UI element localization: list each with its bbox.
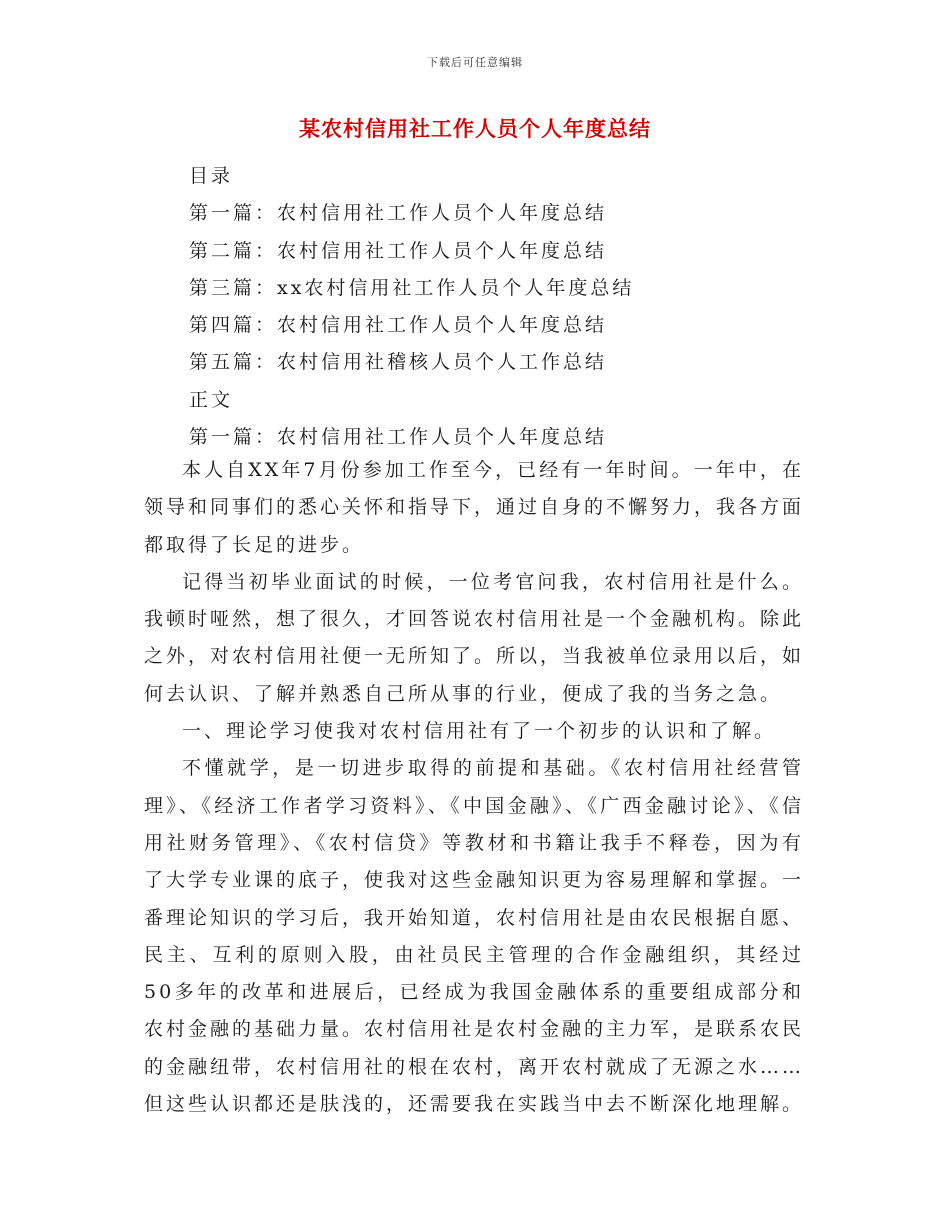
paragraph: 记得当初毕业面试的时候，一位考官问我，农村信用社是什么。我顿时哑然，想了很久，才回答说农村信用社是一个金融机构。除此之外，对农村信用社便一无所知了。所以，当我被单位录用以后，如何去认识、了解并熟悉自己所从事的行业，便成了我的当务之急。 [144,570,805,705]
toc-item: 第一篇：农村信用社工作人员个人年度总结 [189,202,608,225]
toc-item: 第二篇：农村信用社工作人员个人年度总结 [189,239,608,262]
header-note: 下载后可任意编辑 [427,56,523,69]
body-text [144,452,804,1123]
body-heading: 正文 [189,388,234,411]
document-title: 某农村信用社工作人员个人年度总结 [299,116,651,141]
toc-heading: 目录 [189,165,234,187]
toc-item: 第三篇：xx农村信用社工作人员个人年度总结 [189,276,635,299]
toc-item: 第五篇：农村信用社稽核人员个人工作总结 [189,351,608,374]
paragraph: 一、理论学习使我对农村信用社有了一个初步的认识和了解。 [182,720,777,743]
section-heading: 第一篇：农村信用社工作人员个人年度总结 [189,426,608,449]
toc-item: 第四篇：农村信用社工作人员个人年度总结 [189,314,608,337]
paragraph: 不懂就学，是一切进步取得的前提和基础。《农村信用社经营管理》、《经济工作者学习资料》、《中国金融》、《广西金融讨论》、《信用社财务管理》、《农村信贷》等教材和书籍让我手不释卷，因为有了大学专业课的底子，使我对这些金融知识更为容易理解和掌握。一番理论知识的学习后，我开始知道，农村信用社是由农民根据自愿、民主、互利的原则入股，由社员民主管理的合作金融组织，其经过50多年的改革和进展后，已经成为我国金融体系的重要组成部分和农村金融的基础力量。农村信用社是农村金融的主力军，是联系农民的金融纽带，农村信用社的根在农村，离开农村就成了无源之水……但这些认识都还是肤浅的，还需要我在实践当中去不断深化地理解。 [144,757,805,1116]
table-of-contents [189,158,829,456]
paragraph: 本人自XX年7月份参加工作至今，已经有一年时间。一年中，在领导和同事们的悉心关怀和指导下，通过自身的不懈努力，我各方面都取得了长足的进步。 [144,459,805,556]
